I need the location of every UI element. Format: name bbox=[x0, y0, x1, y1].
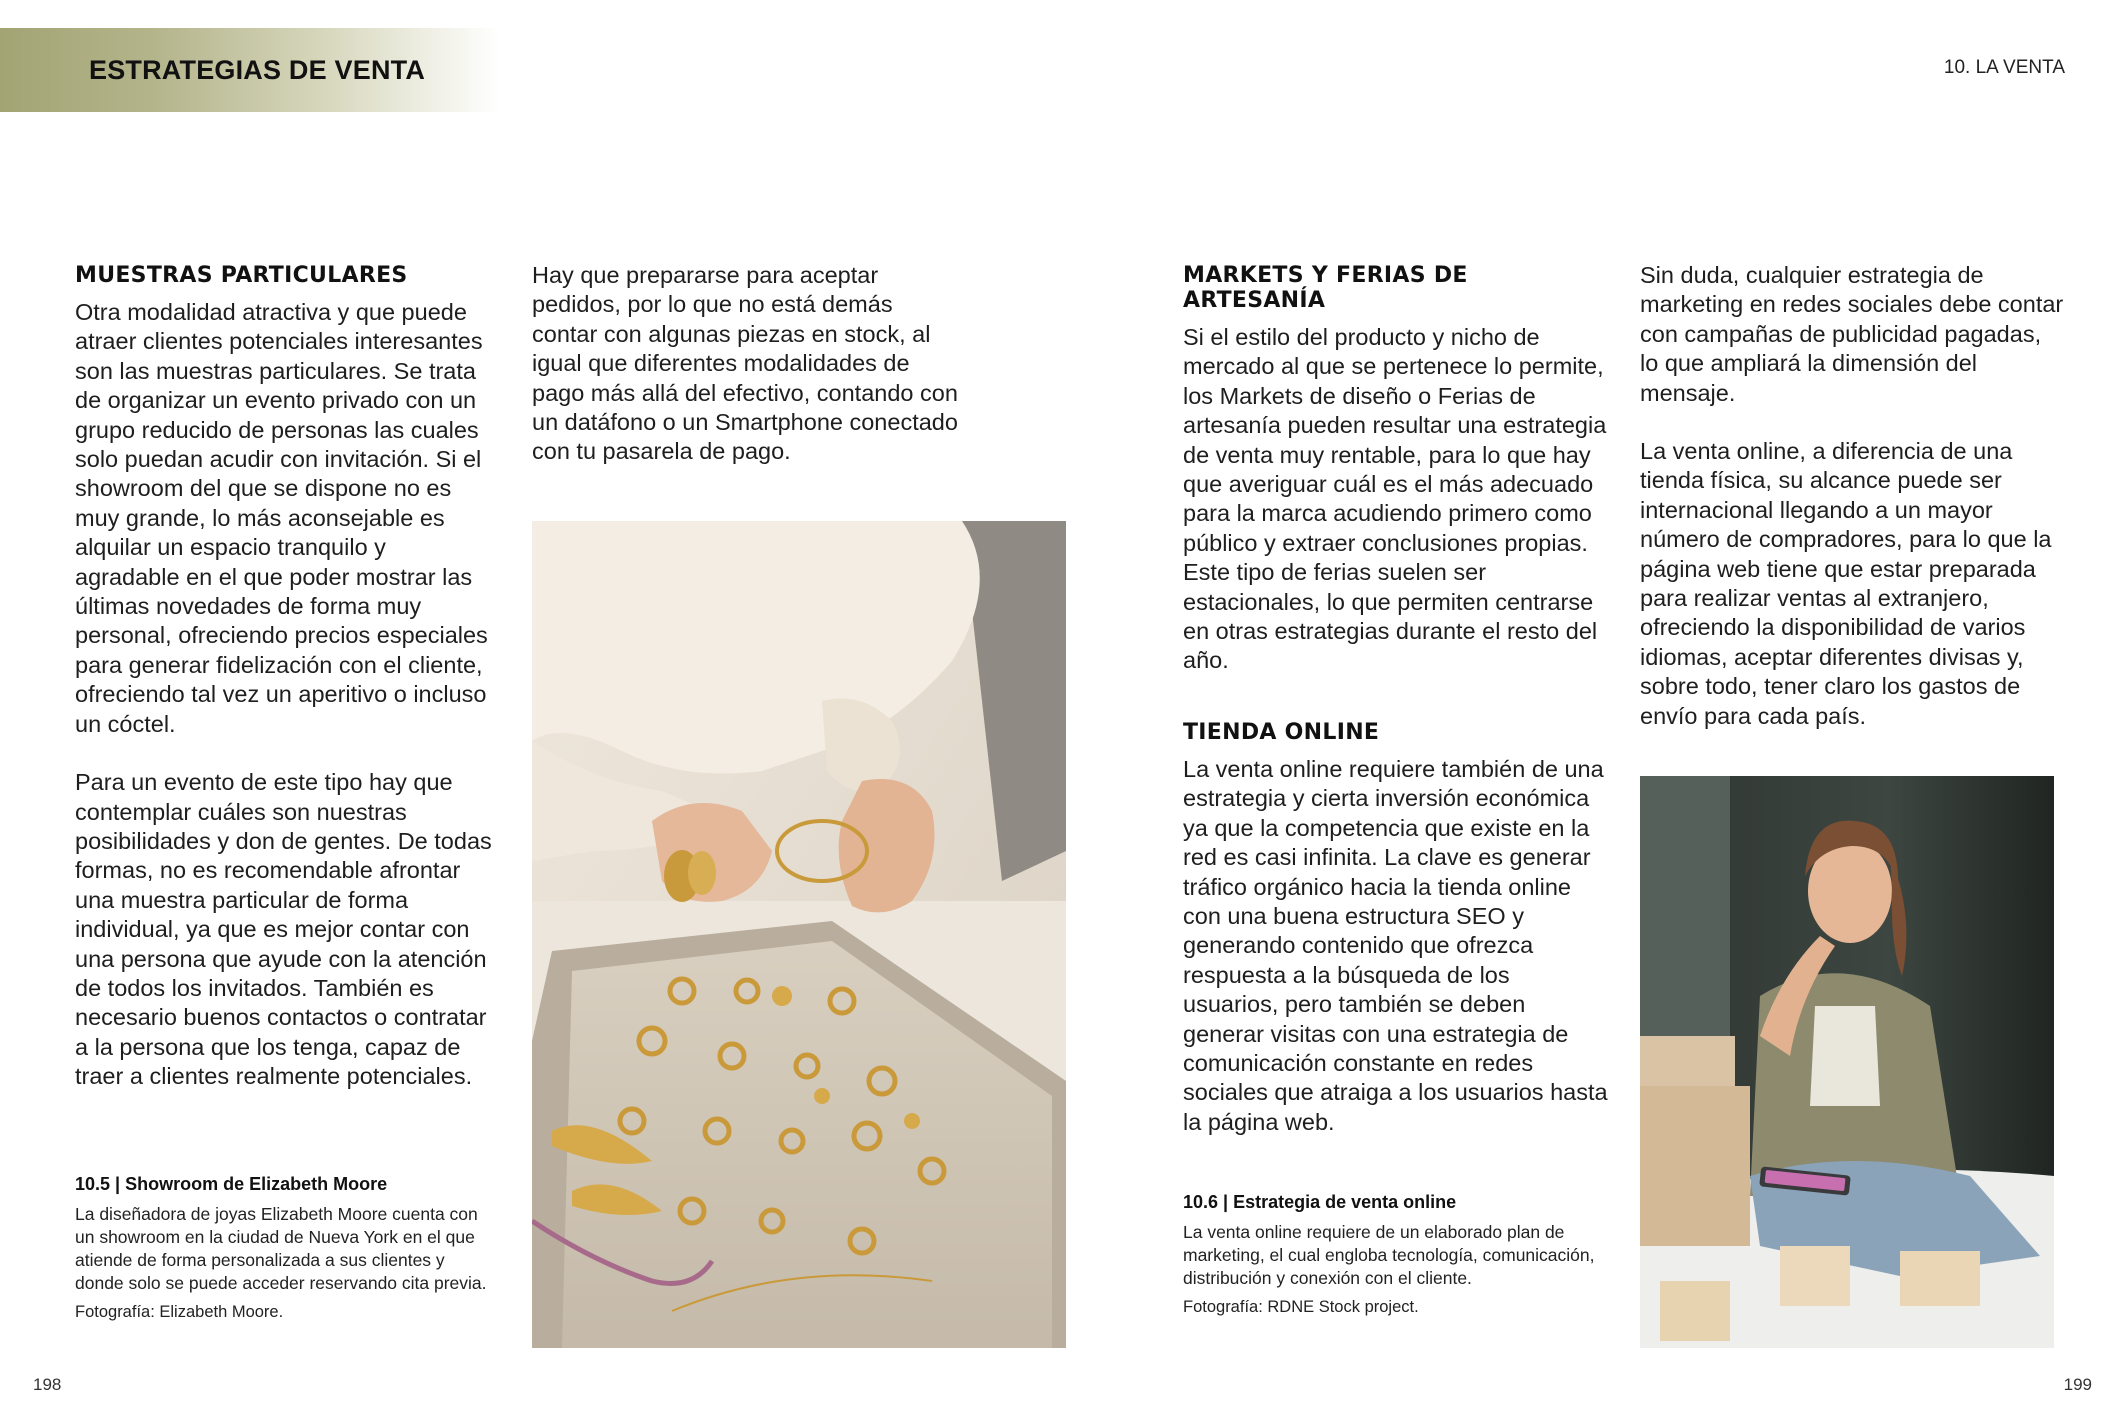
figure-caption-10-6 bbox=[1183, 1192, 1603, 1317]
figure-caption-10-5 bbox=[75, 1174, 495, 1322]
heading-tienda-online: TIENDA ONLINE bbox=[1183, 719, 1380, 745]
paragraph: Otra modalidad atractiva y que puede atraer clientes potenciales interesantes son las muestras particulares. Se trata de organizar un evento privado con un grupo reducido de personas las cuales solo puedan acudir con invitación. Si el showroom del que se dispone no es muy grande, lo más aconsejable es alquilar un espacio tranquilo y agradable en el que poder mostrar las últimas novedades de forma muy personal, ofreciendo precios especiales para generar fidelización con el cliente, ofreciendo tal vez un aperitivo o incluso un cóctel. bbox=[75, 299, 488, 737]
left-column-2 bbox=[532, 261, 962, 496]
paragraph: Hay que prepararse para aceptar pedidos, por lo que no está demás contar con algunas piezas en stock, al igual que diferentes modalidades de pago más allá del efectivo, contando con un datáfono o un Smartphone conectado con tu pasarela de pago. bbox=[532, 262, 958, 465]
photo-credit: Fotografía: RDNE Stock project. bbox=[1183, 1298, 1419, 1316]
paragraph: Sin duda, cualquier estrategia de marketing en redes sociales debe contar con campañas de publicidad pagadas, lo que ampliará la dimensión del mensaje. bbox=[1640, 262, 2064, 406]
photo-credit: Fotografía: Elizabeth Moore. bbox=[75, 1303, 284, 1321]
page-number-right: 199 bbox=[2063, 1375, 2092, 1394]
heading-markets: MARKETS Y FERIAS DE ARTESANÍA bbox=[1183, 263, 1468, 313]
paragraph: La venta online, a diferencia de una tienda física, su alcance puede ser internacional llegando a un mayor número de compradores, para lo que la página web tiene que estar preparada para realizar ventas al extranjero, ofreciendo la disponibilidad de varios idiomas, aceptar diferentes divisas y, sobre todo, tener claro los gastos de envío para cada país. bbox=[1640, 438, 2052, 729]
online-sales-photo bbox=[1640, 776, 2054, 1348]
jewelry-showroom-photo bbox=[532, 521, 1066, 1348]
right-column-2 bbox=[1640, 261, 2065, 760]
paragraph: Para un evento de este tipo hay que contemplar cuáles son nuestras posibilidades y don de gentes. De todas formas, no es recomendable afrontar una muestra particular de forma individual, ya que es mejor contar con una persona que ayude con la atención de todos los invitados. También es necesario buenos contactos o contratar a la persona que los tenga, capaz de traer a clientes realmente potenciales. bbox=[75, 769, 492, 1090]
section-title: ESTRATEGIAS DE VENTA bbox=[89, 55, 426, 85]
paragraph: Si el estilo del producto y nicho de mercado al que se pertenece lo permite, los Markets de diseño o Ferias de artesanía pueden resultar una estrategia de venta muy rentable, para lo que hay que averiguar cuál es el más adecuado para la marca acudiendo primero como público y extraer conclusiones propias. Este tipo de ferias suelen ser estacionales, lo que permiten centrarse en otras estrategias durante el resto del año. bbox=[1183, 324, 1607, 674]
left-column-1 bbox=[75, 263, 495, 1121]
caption-text: La diseñadora de joyas Elizabeth Moore cuenta con un showroom en la ciudad de Nueva York en el que atiende de forma personalizada a sus clientes y donde solo se puede acceder reservando cita previa. bbox=[75, 1204, 487, 1293]
page-number-left: 198 bbox=[33, 1375, 62, 1394]
caption-title: 10.5 | Showroom de Elizabeth Moore bbox=[75, 1174, 388, 1194]
caption-title: 10.6 | Estrategia de venta online bbox=[1183, 1192, 1457, 1212]
caption-text: La venta online requiere de un elaborado plan de marketing, el cual engloba tecnología, comunicación, distribución y conexión con el cliente. bbox=[1183, 1222, 1595, 1288]
jewelry-photo-illustration bbox=[532, 521, 1066, 1348]
heading-muestras: MUESTRAS PARTICULARES bbox=[75, 263, 408, 288]
chapter-label: 10. LA VENTA bbox=[1943, 57, 2065, 78]
paragraph: La venta online requiere también de una estrategia y cierta inversión económica ya que la competencia que existe en la red es casi infinita. La clave es generar tráfico orgánico hacia la tienda online con una buena estructura SEO y generando contenido que ofrezca respuesta a la búsqueda de los usuarios, pero también se deben generar visitas con una estrategia de comunicación constante en redes sociales que atraiga a los usuarios hasta la página web. bbox=[1183, 755, 1608, 1135]
right-column-1 bbox=[1183, 263, 1608, 1166]
online-sales-photo-illustration bbox=[1640, 776, 2054, 1348]
